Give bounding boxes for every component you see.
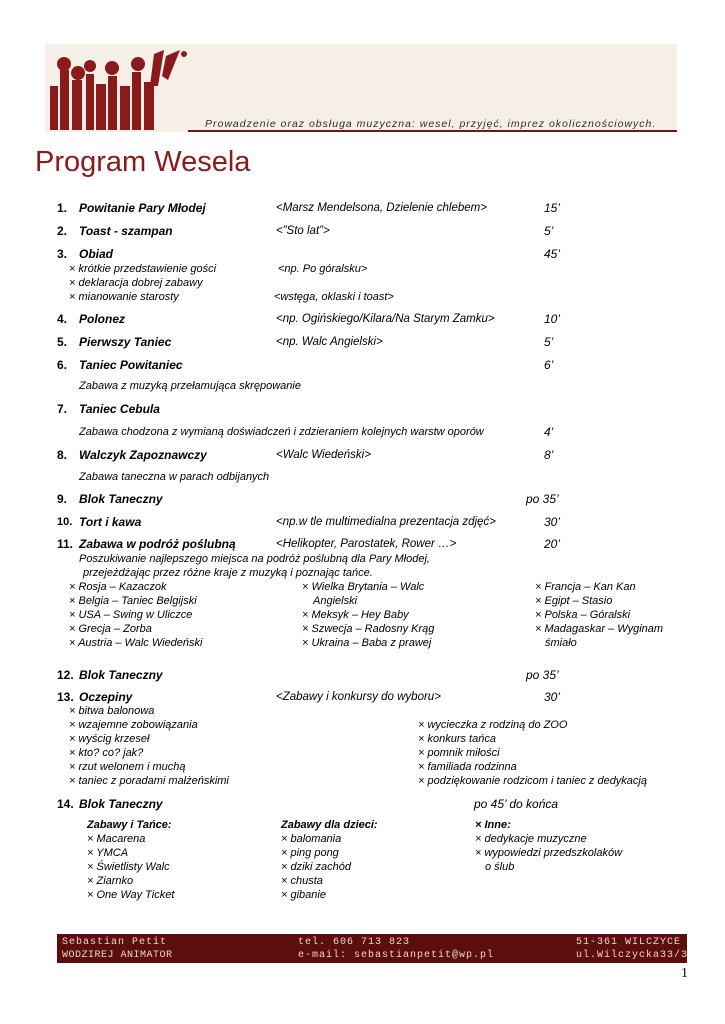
item-name: Pierwszy Taniec (79, 335, 172, 349)
item-note: <Helikopter, Parostatek, Rower …> (276, 538, 457, 550)
item-number: 6. (57, 358, 68, 372)
item-number: 11. (57, 537, 74, 551)
item-name: Polonez (79, 312, 126, 326)
item-number: 3. (57, 247, 68, 261)
item-note: <Walc Wiedeński> (276, 449, 371, 461)
list-item: × podziękowanie rodzicom i taniec z dedykacją (418, 775, 647, 787)
list-item: o ślub (485, 861, 515, 873)
item-description: przejeżdżając przez różne kraje z muzyką i poznając tańce. (83, 567, 373, 579)
list-item: × dedykacje muzyczne (475, 833, 587, 845)
list-item: śmiało (545, 637, 577, 649)
item-note: <Marsz Mendelsona, Dzielenie chlebem> (276, 202, 487, 214)
item-time: po 35’ (526, 668, 559, 682)
item-time: po 35’ (526, 492, 559, 506)
item-number: 7. (57, 402, 68, 416)
list-item: × wyścig krzeseł (69, 733, 150, 745)
item-number: 2. (57, 224, 68, 238)
list-item: × Austria – Walc Wiedeński (69, 637, 203, 649)
list-item: × One Way Ticket (87, 889, 175, 901)
footer-postal: 51-361 WILCZYCE (576, 937, 682, 948)
list-item: × Szwecja – Radosny Krąg (302, 623, 435, 635)
item-time: 6’ (544, 358, 554, 372)
item-time: 15’ (544, 201, 561, 215)
item-time: 30’ (544, 690, 561, 704)
list-item: × Ukraina – Baba z prawej (302, 637, 432, 649)
list-item: × Macarena (87, 833, 146, 845)
item-number: 5. (57, 335, 68, 349)
list-item: × wzajemne zobowiązania (69, 719, 198, 731)
footer-street: ul.Wilczycka33/3 (576, 950, 689, 961)
item-number: 4. (57, 312, 68, 326)
item-note: <Zabawy i konkursy do wyboru> (276, 691, 441, 703)
item-time: 8’ (544, 448, 554, 462)
list-item: × USA – Swing w Uliczce (69, 609, 193, 621)
item-name: Walczyk Zapoznawczy (79, 448, 207, 462)
logo (46, 46, 188, 132)
item-name: Blok Taneczny (79, 668, 163, 682)
list-item: × dziki zachód (281, 861, 352, 873)
item-note: <np.w tle multimedialna prezentacja zdjęć> (276, 516, 496, 528)
item-note: <np. Walc Angielski> (276, 336, 383, 348)
item-name: Zabawa w podróż poślubną (79, 537, 236, 551)
list-item: × wypowiedzi przedszkolaków (475, 847, 623, 859)
item-number: 9. (57, 492, 68, 506)
item-description: Zabawa z muzyką przełamująca skrępowanie (79, 380, 301, 392)
page-title: Program Wesela (35, 146, 251, 178)
item-note: <”Sto lat”> (276, 225, 330, 237)
list-item: × rzut welonem i muchą (69, 761, 186, 773)
item-name: Taniec Cebula (79, 402, 160, 416)
item-number: 10. (57, 516, 73, 528)
list-item: × konkurs tańca (418, 733, 496, 745)
item-note: <np. Ogińskiego/Kilara/Na Starym Zamku> (276, 313, 495, 325)
list-item: × bitwa balonowa (69, 705, 155, 717)
list-item: × Egipt – Stasio (535, 595, 613, 607)
list-item: × Ziarnko (87, 875, 134, 887)
item-time: 10’ (544, 312, 561, 326)
item-name: Toast - szampan (79, 224, 173, 238)
list-item: Angielski (313, 595, 358, 607)
item-time: 45’ (544, 247, 561, 261)
list-item: × Polska – Góralski (535, 609, 631, 621)
list-item: × gibanie (281, 889, 326, 901)
list-item: × deklaracja dobrej zabawy (69, 277, 203, 289)
list-item: × Francja – Kan Kan (535, 581, 636, 593)
item-description: Zabawa chodzona z wymianą doświadczeń i zdzieraniem kolejnych warstw oporów (79, 426, 484, 438)
page-number: 1 (681, 966, 688, 981)
footer-role: WODZIREJ ANIMATOR (62, 950, 173, 961)
list-item: × pomnik miłości (418, 747, 500, 759)
list-item: × wycieczka z rodziną do ZOO (418, 719, 568, 731)
item-name: Taniec Powitaniec (79, 358, 183, 372)
list-item: × krótkie przedstawienie gości (69, 263, 217, 275)
item-number: 1. (57, 201, 68, 215)
list-item: × taniec z poradami małżeńskimi (69, 775, 229, 787)
list-item: × kto? co? jak? (69, 747, 144, 759)
column-heading: Zabawy dla dzieci: (281, 819, 378, 831)
column-heading: × Inne: (475, 819, 511, 831)
item-time: 5’ (544, 224, 554, 238)
list-item: × Belgia – Taniec Belgijski (69, 595, 197, 607)
item-description: Zabawa taneczna w parach odbijanych (79, 471, 270, 483)
item-number: 13. (57, 690, 74, 704)
item-time: 20’ (544, 537, 561, 551)
list-item: × Madagaskar – Wyginam (535, 623, 664, 635)
item-name: Blok Taneczny (79, 797, 163, 811)
list-item: × familiada rodzinna (418, 761, 517, 773)
list-item: × Wielka Brytania – Walc (302, 581, 425, 593)
footer-email: e-mail: sebastianpetit@wp.pl (298, 950, 495, 961)
item-name: Obiad (79, 247, 114, 261)
list-item: × mianowanie starosty (69, 291, 179, 303)
item-name: Blok Taneczny (79, 492, 163, 506)
item-note: <np. Po góralsku> (278, 263, 368, 275)
list-item: × Świetlisty Walc (87, 861, 170, 873)
footer-phone: tel. 606 713 823 (298, 937, 411, 948)
tagline: Prowadzenie oraz obsługa muzyczna: wesel, przyjęć, imprez okolicznościowych. (205, 118, 657, 130)
item-number: 8. (57, 448, 68, 462)
list-item: × ping pong (281, 847, 339, 859)
item-time: 5’ (544, 335, 554, 349)
list-item: × YMCA (87, 847, 129, 859)
item-name: Tort i kawa (79, 515, 142, 529)
list-item: × Grecja – Zorba (69, 623, 152, 635)
list-item: × Rosja – Kazaczok (69, 581, 167, 593)
header-rule (188, 130, 677, 132)
item-number: 12. (57, 668, 74, 682)
item-time: po 45’ do końca (474, 797, 559, 811)
column-heading: Zabawy i Tańce: (87, 819, 172, 831)
item-time: 4’ (544, 425, 554, 439)
list-item: × chusta (281, 875, 323, 887)
footer-name: Sebastian Petit (62, 937, 168, 948)
list-item: × balomania (281, 833, 342, 845)
item-note: <wstęga, oklaski i toast> (274, 291, 394, 303)
item-time: 30’ (544, 515, 561, 529)
item-name: Oczepiny (79, 690, 133, 704)
list-item: × Meksyk – Hey Baby (302, 609, 409, 621)
item-number: 14. (57, 797, 74, 811)
item-name: Powitanie Pary Młodej (79, 201, 206, 215)
item-description: Poszukiwanie najlepszego miejsca na podróż poślubną dla Pary Młodej, (79, 553, 430, 565)
